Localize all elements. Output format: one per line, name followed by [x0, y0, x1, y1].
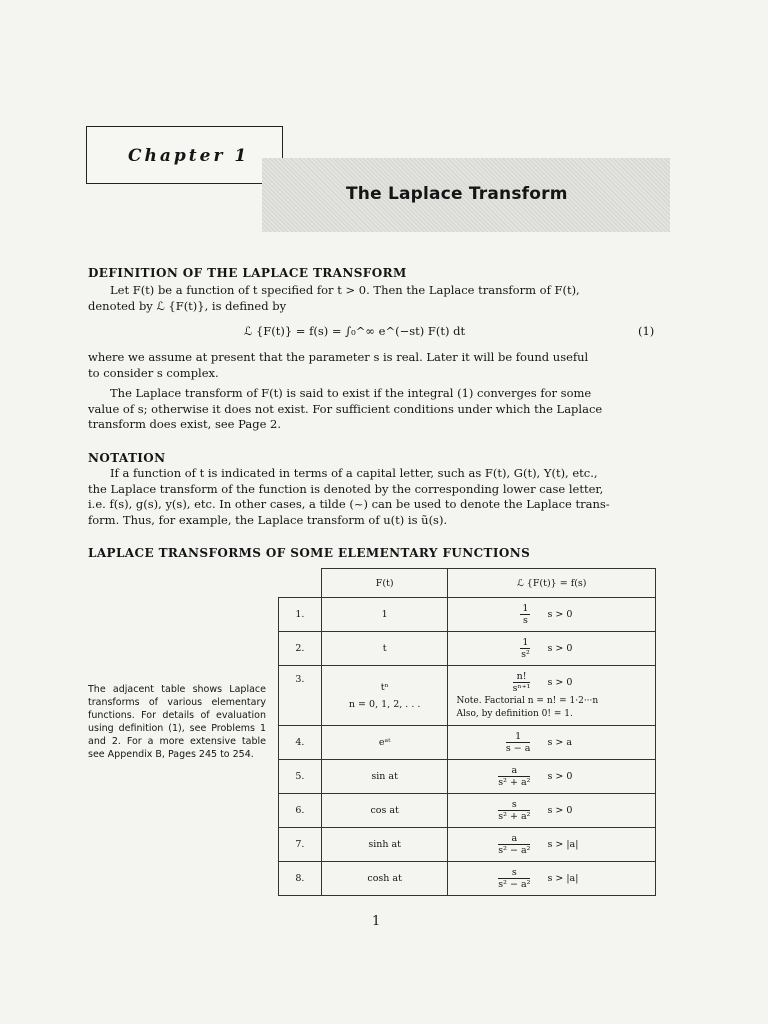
denominator: s − a — [505, 743, 531, 754]
notation-line: i.e. f(s), g(s), y(s), etc. In other cases, a tilde (~) can be used to denote the Laplace trans- — [88, 497, 610, 511]
laplace-table — [278, 568, 656, 901]
row-number: 5. — [279, 760, 322, 794]
fraction — [520, 603, 530, 626]
notation-line: If a function of t is indicated in terms of a capital letter, such as F(t), G(t), Y(t), etc., — [110, 466, 598, 480]
ft-range: n = 0, 1, 2, . . . — [348, 698, 421, 710]
row-fs — [448, 598, 656, 632]
definition-line: where we assume at present that the parameter s is real. Later it will be found useful — [88, 350, 589, 364]
header-empty-cell — [279, 569, 322, 598]
notation-paragraph — [88, 466, 660, 528]
fraction — [506, 731, 531, 754]
row-number: 1. — [279, 598, 322, 632]
numerator: s — [498, 867, 530, 879]
row-fs — [448, 760, 656, 794]
row-number: 8. — [279, 862, 322, 896]
table-row — [279, 726, 656, 760]
definition-line: to consider s complex. — [88, 365, 219, 380]
row-fs — [448, 828, 656, 862]
denominator: s² − a² — [498, 879, 531, 890]
row-fs — [448, 726, 656, 760]
numerator: n! — [513, 671, 531, 683]
table-row — [279, 598, 656, 632]
frac-wrap — [468, 731, 530, 754]
frac-wrap — [468, 671, 530, 694]
denominator: s² − a² — [498, 845, 531, 856]
row-ft: t — [321, 632, 448, 666]
row-ft — [321, 666, 448, 726]
row-ft: sin at — [321, 760, 448, 794]
factorial-note: Also, by definition 0! = 1. — [456, 709, 573, 719]
numerator: 1 — [522, 637, 529, 648]
row-ft: 1 — [321, 598, 448, 632]
chapter-label: Chapter 1 — [128, 146, 250, 166]
row-fs — [448, 862, 656, 896]
row-ft: sinh at — [321, 828, 448, 862]
elementary-heading: LAPLACE TRANSFORMS OF SOME ELEMENTARY FUNCTIONS — [88, 546, 531, 560]
frac-wrap — [468, 603, 530, 626]
ft-value: tⁿ — [380, 681, 389, 693]
table-header-row — [279, 569, 656, 598]
laplace-formula: ℒ {F(t)} = f(s) = ∫₀^∞ e^(−st) F(t) dt — [244, 324, 466, 338]
definition-line: Let F(t) be a function of t specified for t > 0. Then the Laplace transform of F(t), — [110, 283, 580, 297]
row-ft: cosh at — [321, 862, 448, 896]
denominator: s² + a² — [498, 777, 531, 788]
table-side-note: The adjacent table shows Laplace transforms of various elementary functions. For details of evaluation using definition (1), see Problems 1 and 2. For a more extensive table see Appendix B, Pages 245 to 254. — [88, 684, 266, 760]
condition: s > |a| — [547, 873, 579, 884]
condition: s > |a| — [547, 839, 579, 850]
condition: s > 0 — [547, 805, 573, 816]
notation-line: form. Thus, for example, the Laplace transform of u(t) is ũ(s). — [88, 512, 448, 527]
numerator: a — [498, 765, 530, 777]
frac-wrap — [468, 765, 530, 788]
numerator: 1 — [506, 731, 531, 743]
denominator: sⁿ⁺¹ — [512, 683, 531, 694]
page-number: 1 — [372, 914, 381, 929]
existence-paragraph — [88, 386, 660, 433]
definition-line: denoted by ℒ {F(t)}, is defined by — [88, 298, 287, 313]
factorial-note: Note. Factorial n = n! = 1·2···n — [456, 696, 599, 706]
condition: s > 0 — [547, 643, 573, 654]
numerator: s — [498, 799, 530, 811]
frac-wrap — [468, 637, 530, 660]
numerator: 1 — [522, 603, 529, 614]
table-row — [279, 862, 656, 896]
denominator: s² — [521, 649, 530, 660]
table-row — [279, 760, 656, 794]
row-fs — [448, 632, 656, 666]
fraction — [498, 867, 530, 890]
fraction — [498, 765, 530, 788]
condition: s > 0 — [547, 771, 573, 782]
definition-paragraph — [88, 350, 660, 381]
existence-line: transform does exist, see Page 2. — [88, 417, 282, 431]
row-ft: cos at — [321, 794, 448, 828]
denominator: s² + a² — [498, 811, 531, 822]
table-row — [279, 794, 656, 828]
definition-paragraph — [88, 283, 660, 314]
fraction — [520, 637, 530, 660]
row-number: 7. — [279, 828, 322, 862]
table-row — [279, 828, 656, 862]
frac-wrap — [468, 833, 530, 856]
formula-number: (1) — [638, 324, 655, 338]
row-number: 3. — [279, 666, 322, 726]
table-row — [279, 632, 656, 666]
fraction — [498, 799, 530, 822]
frac-wrap — [468, 867, 530, 890]
fraction — [513, 671, 531, 694]
existence-line: value of s; otherwise it does not exist. For sufficient conditions under which the Laplace — [88, 401, 603, 416]
row-number: 2. — [279, 632, 322, 666]
notation-line: the Laplace transform of the function is denoted by the corresponding lower case letter, — [88, 481, 604, 496]
fraction — [498, 833, 530, 856]
condition: s > 0 — [547, 609, 573, 620]
condition: s > 0 — [547, 677, 573, 688]
row-fs — [448, 794, 656, 828]
row-number: 4. — [279, 726, 322, 760]
existence-line: The Laplace transform of F(t) is said to exist if the integral (1) converges for some — [110, 386, 592, 400]
header-fs: ℒ {F(t)} = f(s) — [448, 569, 656, 598]
header-ft: F(t) — [321, 569, 448, 598]
frac-wrap — [468, 799, 530, 822]
row-ft: eᵃᵗ — [321, 726, 448, 760]
row-number: 6. — [279, 794, 322, 828]
definition-heading: DEFINITION OF THE LAPLACE TRANSFORM — [88, 266, 407, 280]
notation-heading: NOTATION — [88, 451, 166, 465]
condition: s > a — [547, 737, 573, 748]
chapter-title: The Laplace Transform — [346, 184, 568, 204]
denominator: s — [522, 615, 528, 626]
row-fs — [448, 666, 656, 726]
numerator: a — [498, 833, 530, 845]
table-row — [279, 666, 656, 726]
